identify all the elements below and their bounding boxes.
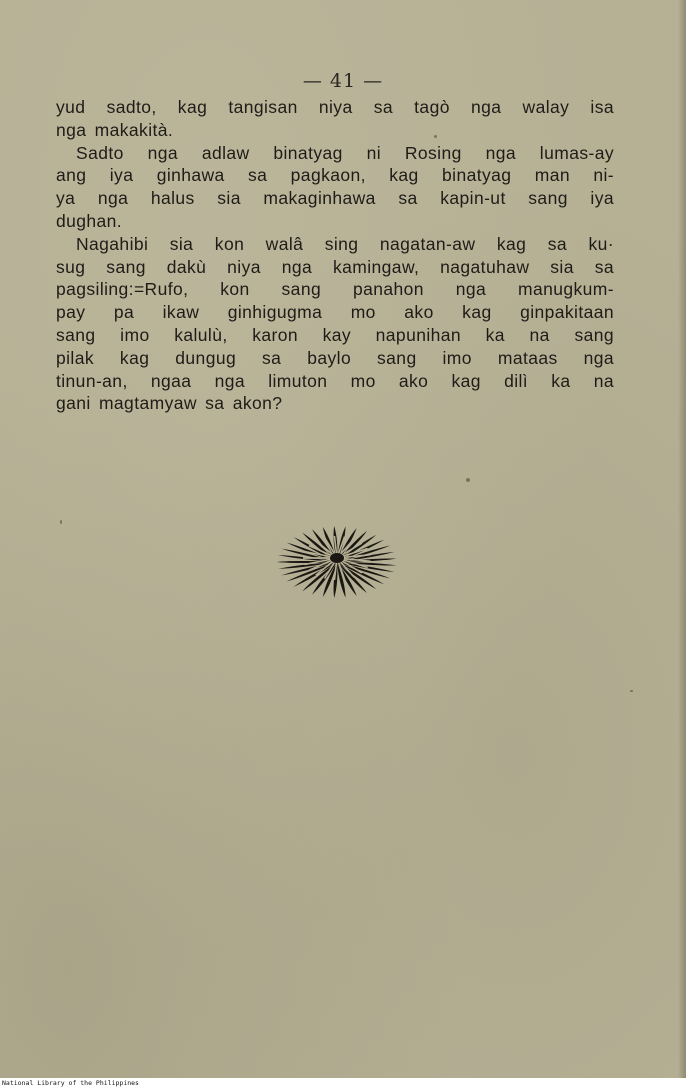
paper-speck bbox=[630, 690, 633, 692]
page-edge-shadow bbox=[678, 0, 686, 1078]
text-line: Sadto nga adlaw binatyag ni Rosing nga lumas-ay bbox=[76, 142, 614, 163]
paper-speck bbox=[60, 520, 62, 524]
text-line: sang imo kalulù, karon kay napunihan ka na sang bbox=[56, 324, 614, 345]
body-text bbox=[56, 96, 614, 415]
text-line: ang iya ginhawa sa pagkaon, kag binatyag man ni- bbox=[56, 165, 614, 186]
text-line: Nagahibi sia kon walâ sing nagatan-aw kag sa ku· bbox=[76, 233, 614, 254]
text-line: pilak kag dungug sa baylo sang imo mataas nga bbox=[56, 347, 614, 368]
text-line: pay pa ikaw ginhigugma mo ako kag ginpakitaan bbox=[56, 302, 614, 323]
chrysanthemum-ornament-icon bbox=[272, 522, 402, 600]
paper-speck bbox=[434, 135, 437, 138]
text-line: sug sang dakù niya nga kamingaw, nagatuhaw sia sa bbox=[56, 256, 614, 277]
paper-speck bbox=[466, 478, 470, 482]
text-line: tinun-an, ngaa nga limuton mo ako kag dilì ka na bbox=[56, 370, 614, 391]
ornament-center bbox=[330, 553, 344, 563]
page-number: — 41 — bbox=[302, 70, 384, 92]
library-credit: National Library of the Philippines bbox=[2, 1079, 139, 1087]
text-line: pagsiling:=Rufo, kon sang panahon nga manugkum- bbox=[56, 279, 614, 300]
text-line: gani magtamyaw sa akon? bbox=[56, 393, 283, 414]
text-line: ya nga halus sia makaginhawa sa kapin-ut sang iya bbox=[56, 188, 614, 209]
text-line: nga makakità. bbox=[56, 119, 174, 140]
text-line: dughan. bbox=[56, 210, 123, 231]
text-line: yud sadto, kag tangisan niya sa tagò nga walay isa bbox=[56, 97, 614, 117]
